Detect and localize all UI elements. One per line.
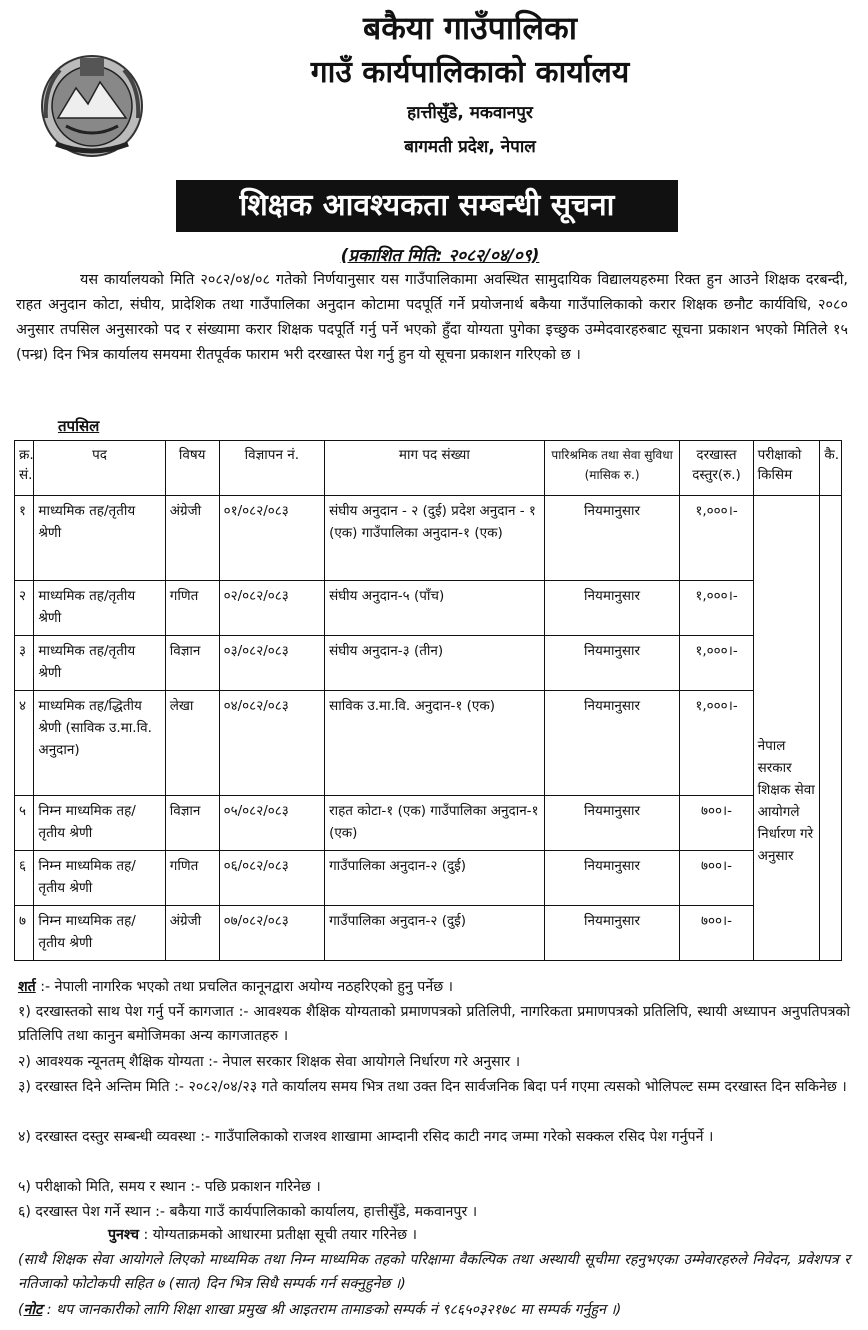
contact-note-label: नोट (23, 1302, 43, 1318)
conditions-heading-text: :- नेपाली नागरिक भएको तथा प्रचलित कानूनद्वारा अयोग्य नठहरिएको हुनु पर्नेछ । (35, 979, 454, 995)
condition-1: १) दरखास्तको साथ पेश गर्नु पर्ने कागजात :- आवश्यक शैक्षिक योग्यताको प्रमाणपत्रको प्रतिलिपी, नागरिकता प्रमाणपत्रको प्रतिलिपि, स्थायी अध्यापन अनुपतिपत्रको प्रतिलिपि तथा कानुन बमोजिमका अन्य कागजातहरु । (18, 1004, 850, 1044)
office-subtitle: गाउँ कार्यपालिकाको कार्यालय (310, 55, 630, 90)
cell-demand: गाउँपालिका अनुदान-२ (दुई) (325, 906, 545, 961)
office-name: बकैया गाउँपालिका (363, 9, 577, 47)
cell-ad-no: ०६/०८२/०८३ (219, 851, 325, 906)
table-row (15, 691, 842, 796)
table-row (15, 796, 842, 851)
cell-subject: गणित (165, 581, 219, 636)
condition-3: ३) दरखास्त दिने अन्तिम मिति :- २०८२/०४/२३ गते कार्यालय समय भित्र तथा उक्त दिन सार्वजनिक बिदा पर्न गएमा त्यसको भोलिपल्ट सम्म दरखास्त दिन सकिनेछ । (18, 1079, 847, 1095)
conditions-heading (18, 975, 850, 999)
vacancy-table (14, 440, 842, 961)
schedule-label: तपसिल (58, 417, 100, 435)
office-address: हात्तीसुँडे, मकवानपुर (407, 103, 533, 123)
cell-demand: संघीय अनुदान-३ (तीन) (325, 636, 545, 691)
cell-sn: २ (15, 581, 34, 636)
cell-salary: नियमानुसार (544, 906, 680, 961)
table-row (15, 496, 842, 581)
cell-post: निम्न माध्यमिक तह/तृतीय श्रेणी (34, 851, 165, 906)
col-header-exam: परीक्षाको किसिम (753, 441, 820, 496)
cell-fee: १,०००।- (680, 636, 753, 691)
cell-remark (820, 496, 842, 961)
cell-sn: ७ (15, 906, 34, 961)
col-header-demand: माग पद संख्या (325, 441, 545, 496)
cell-sn: ६ (15, 851, 34, 906)
contact-note-open: ( (18, 1302, 24, 1318)
cell-ad-no: ०४/०८२/०८३ (219, 691, 325, 796)
nepal-emblem-icon (36, 48, 148, 160)
table-header-row (15, 441, 842, 496)
col-header-remark: कै. (820, 441, 842, 496)
office-province: बागमती प्रदेश, नेपाल (404, 137, 536, 157)
cell-fee: ७००।- (680, 796, 753, 851)
cell-demand: गाउँपालिका अनुदान-२ (दुई) (325, 851, 545, 906)
cell-fee: ७००।- (680, 851, 753, 906)
cell-ad-no: ०१/०८२/०८३ (219, 496, 325, 581)
cell-subject: लेखा (165, 691, 219, 796)
cell-subject: विज्ञान (165, 636, 219, 691)
cell-demand: राहत कोटा-१ (एक) गाउँपालिका अनुदान-१ (एक) (325, 796, 545, 851)
contact-note (18, 1298, 850, 1322)
cell-salary: नियमानुसार (544, 691, 680, 796)
col-header-subject: विषय (165, 441, 219, 496)
cell-ad-no: ०५/०८२/०८३ (219, 796, 325, 851)
col-header-fee: दरखास्त दस्तुर(रु.) (680, 441, 753, 496)
cell-post: माध्यमिक तह/द्धितीय श्रेणी (साविक उ.मा.वि. अनुदान) (34, 691, 165, 796)
postscript-label: पुनश्च (108, 1227, 139, 1243)
cell-fee: ७००।- (680, 906, 753, 961)
condition-4: ४) दरखास्त दस्तुर सम्बन्धी व्यवस्था :- गाउँपालिकाको राजश्व शाखामा आम्दानी रसिद काटी नगद जम्मा गरेको सक्कल रसिद पेश गर्नुपर्ने । (18, 1129, 714, 1145)
condition-6: ६) दरखास्त पेश गर्ने स्थान :- बकैया गाउँ कार्यपालिकाको कार्यालय, हात्तीसुँडे, मकवानपुर । (18, 1204, 478, 1220)
col-header-sn: क्र. सं. (15, 441, 34, 496)
cell-sn: ५ (15, 796, 34, 851)
col-header-salary: पारिश्रमिक तथा सेवा सुविधा (मासिक रु.) (544, 441, 680, 496)
table-row (15, 581, 842, 636)
cell-fee: १,०००।- (680, 581, 753, 636)
cell-subject: अंग्रेजी (165, 496, 219, 581)
cell-subject: गणित (165, 851, 219, 906)
cell-demand: संघीय अनुदान-५ (पाँच) (325, 581, 545, 636)
cell-post: माध्यमिक तह/तृतीय श्रेणी (34, 636, 165, 691)
table-row (15, 636, 842, 691)
cell-salary: नियमानुसार (544, 851, 680, 906)
cell-subject: अंग्रेजी (165, 906, 219, 961)
condition-5: ५) परीक्षाको मिति, समय र स्थान :- पछि प्रकाशन गरिनेछ । (18, 1179, 321, 1195)
condition-2: २) आवश्यक न्यूनतम् शैक्षिक योग्यता :- नेपाल सरकार शिक्षक सेवा आयोगले निर्धारण गरे अनुसार । (18, 1054, 521, 1070)
cell-salary: नियमानुसार (544, 496, 680, 581)
postscript (18, 1223, 850, 1247)
cell-salary: नियमानुसार (544, 581, 680, 636)
cell-salary: नियमानुसार (544, 636, 680, 691)
cell-post: माध्यमिक तह/तृतीय श्रेणी (34, 581, 165, 636)
cell-sn: ४ (15, 691, 34, 796)
cell-sn: १ (15, 496, 34, 581)
cell-fee: १,०००।- (680, 691, 753, 796)
cell-post: निम्न माध्यमिक तह/तृतीय श्रेणी (34, 796, 165, 851)
cell-ad-no: ०३/०८२/०८३ (219, 636, 325, 691)
col-header-ad-no: विज्ञापन नं. (219, 441, 325, 496)
cell-demand: संघीय अनुदान - २ (दुई) प्रदेश अनुदान - १ (एक) गाउँपालिका अनुदान-१ (एक) (325, 496, 545, 581)
cell-demand: साविक उ.मा.वि. अनुदान-१ (एक) (325, 691, 545, 796)
table-row (15, 851, 842, 906)
cell-ad-no: ०२/०८२/०८३ (219, 581, 325, 636)
cell-post: माध्यमिक तह/तृतीय श्रेणी (34, 496, 165, 581)
table-row (15, 906, 842, 961)
postscript-text: : योग्यताक्रमको आधारमा प्रतीक्षा सूची तयार गरिनेछ । (138, 1227, 417, 1243)
cell-fee: १,०००।- (680, 496, 753, 581)
col-header-post: पद (34, 441, 165, 496)
cell-post: निम्न माध्यमिक तह/तृतीय श्रेणी (34, 906, 165, 961)
cell-subject: विज्ञान (165, 796, 219, 851)
intro-paragraph: यस कार्यालयको मिति २०८२/०४/०८ गतेको निर्णयानुसार यस गाउँपालिकामा अवस्थित सामुदायिक विद्यालयहरुमा रिक्त हुन आउने शिक्षक दरबन्दी, राहत अनुदान कोटा, संघीय, प्रादेशिक तथा गाउँपालिका अनुदान कोटामा पदपूर्ति गर्ने प्रयोजनार्थ बकैया गाउँपालिकाको करार शिक्षक छनौट कार्यविधि, २०८० अनुसार तपसिल अनुसारको पद र संख्यामा करार शिक्षक पदपूर्ति गर्नु पर्ने भएको हुँदा योग्यता पुगेका इच्छुक उम्मेदवारहरुबाट सूचना प्रकाशन भएको मितिले १५ (पन्ध्र) दिन भित्र कार्यालय समयमा रीतपूर्वक फाराम भरी दरखास्त पेश गर्नु हुन यो सूचना प्रकाशन गरिएको छ । (16, 272, 848, 363)
cell-exam-type: नेपाल सरकार शिक्षक सेवा आयोगले निर्धारण गरे अनुसार (753, 496, 820, 961)
notice-title: शिक्षक आवश्यकता सम्बन्धी सूचना (176, 180, 678, 232)
contact-note-text: : थप जानकारीको लागि शिक्षा शाखा प्रमुख श्री आइतराम तामाङको सम्पर्क नं ९८६५०३२१७८ मा सम्पर्क गर्नुहुन ।) (42, 1302, 622, 1318)
cell-ad-no: ०७/०८२/०८३ (219, 906, 325, 961)
publish-date: (प्रकाशित मिति: २०८२/०४/०९) (340, 246, 540, 266)
additional-note: (साथै शिक्षक सेवा आयोगले लिएको माध्यमिक तथा निम्न माध्यमिक तहको परिक्षामा वैकल्पिक तथा अस्थायी सूचीमा रहनुभएका उम्मेवारहरुले निवेदन, प्रवेशपत्र र नतिजाको फोटोकपी सहित ७ (सात) दिन भित्र सिधै सम्पर्क गर्न सक्नुहुनेछ ।) (18, 1252, 850, 1292)
cell-salary: नियमानुसार (544, 796, 680, 851)
cell-sn: ३ (15, 636, 34, 691)
conditions-label: शर्त (18, 979, 36, 995)
